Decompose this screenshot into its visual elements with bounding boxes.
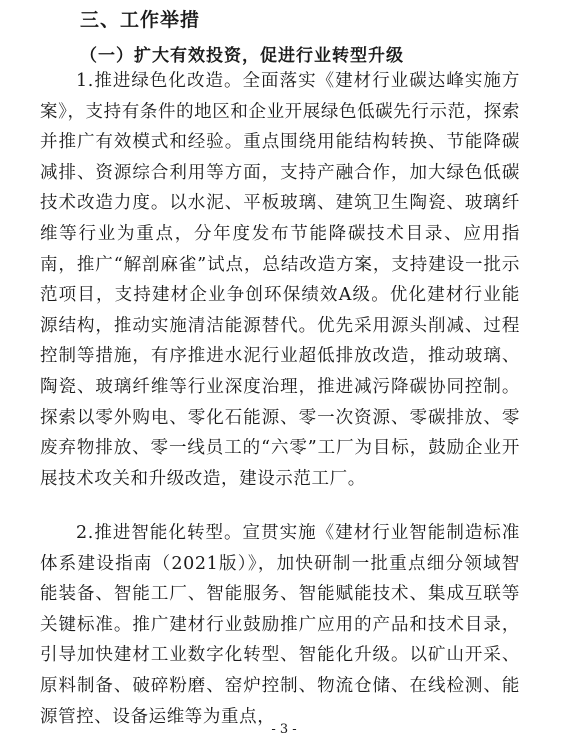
page-number: - 3 - <box>271 722 297 737</box>
paragraph-intelligent-transformation: 2.推进智能化转型。宣贯实施《建材行业智能制造标准体系建设指南（2021版）》，加快研制一批重点细分领域智能装备、智能工厂、智能服务、智能赋能技术、集成互联等关键标准。推广建材行业鼓励推广应用的产品和技术目录，引导加快建材工业数字化转型、智能化升级。以矿山开采、原料制备、破碎粉磨、窑炉控制、物流仓储、在线检测、能源管控、设备运维等为重点， <box>40 523 520 727</box>
section-heading: 三、工作举措 <box>80 9 201 31</box>
subsection-heading: （一）扩大有效投资，促进行业转型升级 <box>80 46 404 66</box>
paragraph-green-transformation: 1.推进绿色化改造。全面落实《建材行业碳达峰实施方案》，支持有条件的地区和企业开展绿色低碳先行示范，探索并推广有效模式和经验。重点围绕用能结构转换、节能降碳减排、资源综合利用等方面，支持产融合作，加大绿色低碳技术改造力度。以水泥、平板玻璃、建筑卫生陶瓷、玻璃纤维等行业为重点，分年度发布节能降碳技术目录、应用指南，推广“解剖麻雀”试点，总结改造方案，支持建设一批示范项目，支持建材企业争创环保绩效A级。优化建材行业能源结构，推动实施清洁能源替代。优先采用源头削减、过程控制等措施，有序推进水泥行业超低排放改造，推动玻璃、陶瓷、玻璃纤维等行业深度治理，推进减污降碳协同控制。探索以零外购电、零化石能源、零一次资源、零碳排放、零废弃物排放、零一线员工的“六零”工厂为目标，鼓励企业开展技术攻关和升级改造，建设示范工厂。 <box>40 71 520 489</box>
